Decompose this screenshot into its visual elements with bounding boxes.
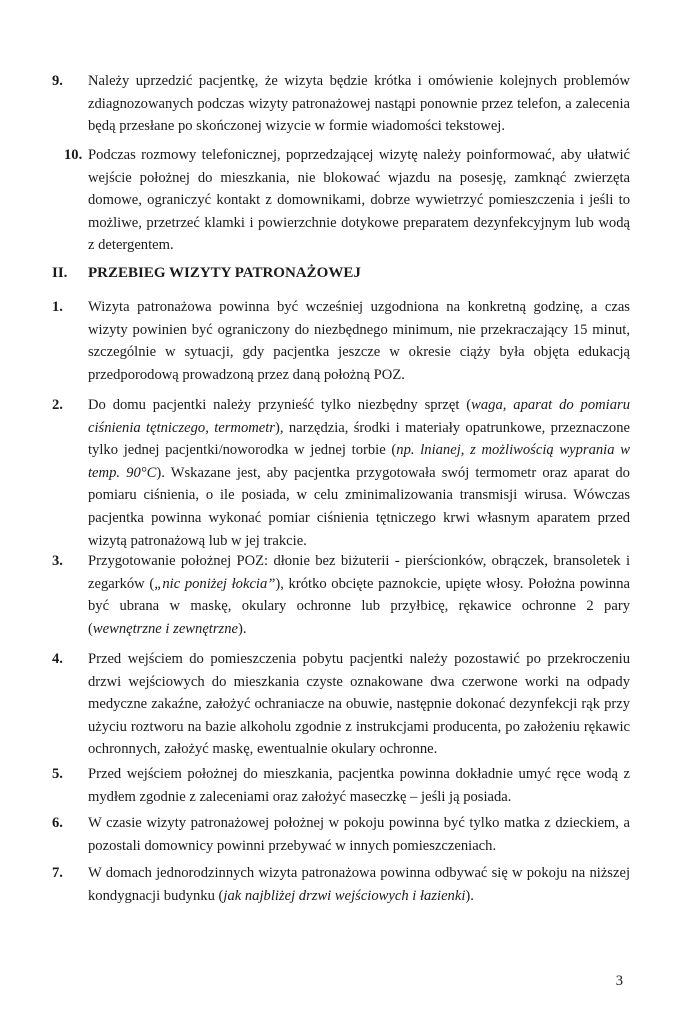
item-text	[88, 763, 630, 808]
item-number: 3.	[52, 553, 63, 569]
text-part: Przed wejściem położnej do mieszkania, pacjentka powinna dokładnie umyć ręce wodą z mydłem zgodnie z zaleceniami oraz założyć maseczkę – jeśli ją posiada.	[88, 766, 630, 805]
item-text	[88, 648, 630, 761]
text-part: ), narzędzia, środki i materiały opatrunkowe, przeznaczone tylko jednej pacjentki/noworodka w jednej torbie (	[88, 419, 630, 459]
section-heading	[52, 262, 361, 285]
text-part: ).	[238, 620, 247, 637]
list-item-7	[52, 862, 630, 907]
text-part: W czasie wizyty patronażowej położnej w pokoju powinna być tylko matka z dzieckiem, a pozostali domownicy powinni przebywać w innych pomieszczeniach.	[88, 815, 630, 854]
text-part: ).	[465, 887, 474, 904]
section-title: PRZEBIEG WIZYTY PATRONAŻOWEJ	[88, 265, 361, 281]
text-part: Do domu pacjentki należy przynieść tylko niezbędny sprzęt (	[88, 397, 472, 413]
list-item-9	[52, 70, 630, 138]
item-text	[88, 296, 630, 386]
list-item-6	[52, 812, 630, 857]
item-number: 5.	[52, 766, 63, 782]
list-item-5	[52, 763, 630, 808]
item-number: 1.	[52, 299, 63, 315]
text-part: ). Wskazane jest, aby pacjentka przygotowała swój termometr oraz aparat do pomiaru ciśnienia, o ile posiada, w celu zminimalizowania transmisji wirusa. Wówczas pacjentka powinna wykonać pomiar ciśnienia tętniczego krwi własnym aparatem przed wizytą patronażową lub w jej trakcie.	[88, 464, 630, 549]
list-item-3	[52, 550, 630, 640]
text-part-italic: wewnętrzne i zewnętrzne	[92, 620, 238, 637]
item-number: 9.	[52, 73, 63, 89]
text-part: Przed wejściem do pomieszczenia pobytu pacjentki należy pozostawić po przekroczeniu drzwi wejściowych do mieszkania czyste oznakowane dwa czerwone worki na odpady medyczne zakaźne, założyć ochraniacze na obuwie, następnie dokonać dezynfekcji rąk przy użyciu roztworu na bazie alkoholu zgodnie z instrukcjami producenta, po założeniu rękawic ochronnych, założyć maskę, ewentualnie okulary ochronne.	[88, 651, 630, 758]
text-part: ), krótko obcięte paznokcie, upięte włosy. Położna powinna być ubrana w maskę, okulary ochronne lub przyłbicę, rękawice ochronne 2 pary (	[88, 575, 630, 637]
item-number: 7.	[52, 865, 63, 881]
text-part-italic: waga, aparat do pomiaru ciśnienia tętniczego, termometr	[88, 397, 630, 436]
item-text	[88, 394, 630, 552]
item-number: 6.	[52, 815, 63, 831]
item-text: Należy uprzedzić pacjentkę, że wizyta będzie krótka i omówienie kolejnych problemów zdiagnozowanych podczas wizyty patronażowej nastąpi ponownie przez telefon, a zalecenia będą przesłane po skończonej wizycie w formie wiadomości tekstowej.	[88, 73, 630, 135]
text-part-italic: „nic poniżej łokcia”	[154, 575, 276, 592]
text-part: W domach jednorodzinnych wizyta patronażowa powinna odbywać się w pokoju na niższej kondygnacji budynku (	[88, 865, 630, 904]
item-text	[88, 812, 630, 857]
list-item-4	[52, 648, 630, 761]
list-item-2	[52, 394, 630, 552]
list-item-1	[52, 296, 630, 386]
item-text	[88, 862, 630, 907]
list-item-10	[52, 144, 630, 257]
item-text: Podczas rozmowy telefonicznej, poprzedzającej wizytę należy poinformować, aby ułatwić wejście położnej do mieszkania, nie blokować wjazdu na posesję, zamknąć zwierzęta domowe, ograniczyć kontakt z domownikami, dobrze wywietrzyć pomieszczenia i jeśli to możliwe, przetrzeć klamki i powierzchnie dotykowe preparatem dezynfekcyjnym lub wodą z detergentem.	[88, 147, 630, 254]
item-number: 2.	[52, 397, 63, 413]
text-part-italic: jak najbliżej drzwi wejściowych i łazienki	[223, 887, 466, 904]
text-part: Wizyta patronażowa powinna być wcześniej uzgodniona na konkretną godzinę, a czas wizyty powinien być ograniczony do niezbędnego minimum, nie przekraczający 15 minut, szczególnie w sytuacji, gdy pacjentka jeszcze w okresie ciąży była objęta edukacją przedporodową prowadzoną przez daną położną POZ.	[88, 299, 630, 383]
item-text	[88, 550, 630, 640]
text-part-italic: np. lnianej, z możliwością wyprania w temp. 90°C	[88, 442, 630, 481]
item-number: 4.	[52, 651, 63, 667]
item-number: 10.	[64, 147, 83, 163]
section-number: II.	[52, 265, 68, 281]
text-part: Przygotowanie położnej POZ: dłonie bez biżuterii - pierścionków, obrączek, bransoletek i zegarków (	[88, 553, 630, 592]
page-number: 3	[615, 973, 623, 989]
